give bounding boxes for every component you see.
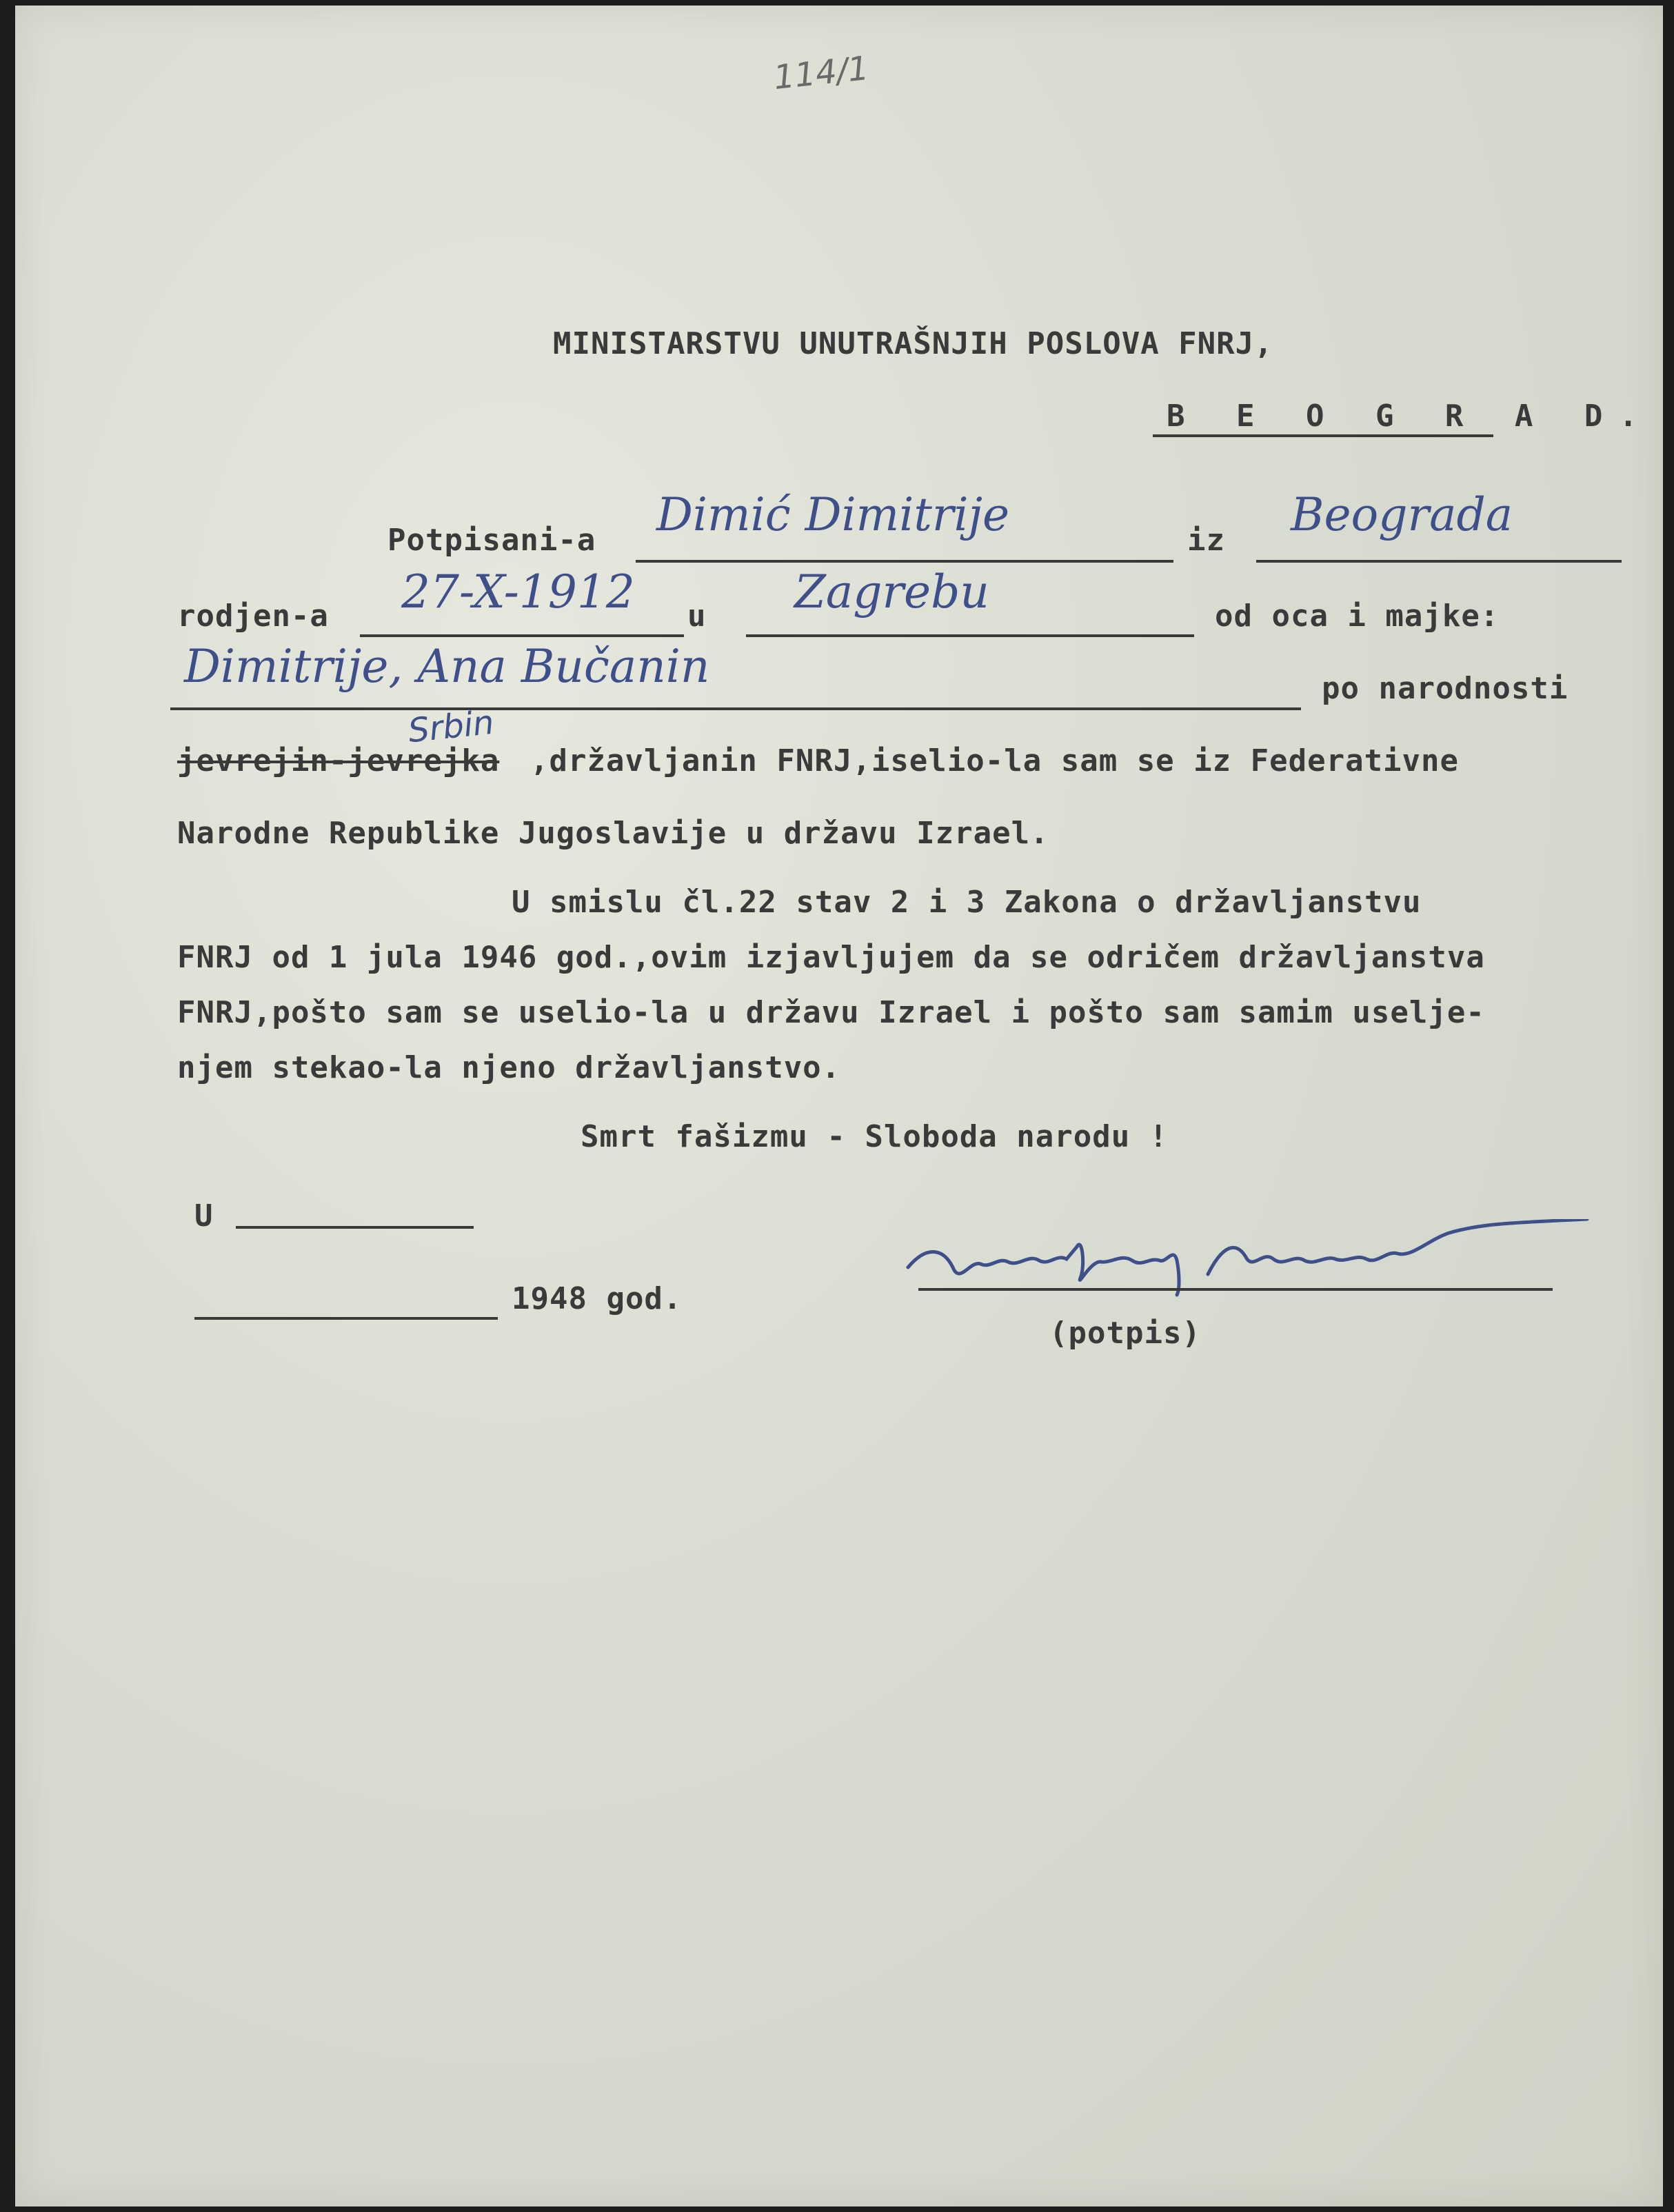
signature-line [918, 1288, 1553, 1291]
line4-rest: ,državljanin FNRJ,iselio-la sam se iz Federativne [530, 743, 1460, 778]
label-from: iz [1187, 523, 1225, 558]
para2-line1: U smislu čl.22 stav 2 i 3 Zakona o državljanstvu [512, 885, 1422, 920]
para2-line3: FNRJ,pošto sam se uselio-la u državu Izrael i pošto sam samim uselje- [177, 995, 1485, 1030]
label-nationality: po narodnosti [1322, 671, 1569, 706]
addressee: MINISTARSTVU UNUTRAŠNJIH POSLOVA FNRJ, [553, 326, 1273, 361]
year-label: 1948 god. [512, 1281, 683, 1316]
para2-line2: FNRJ od 1 jula 1946 god.,ovim izjavljujem da se odričem državljanstva [177, 940, 1485, 975]
parents-field: Dimitrije, Ana Bučanin [184, 640, 710, 693]
city-heading: B E O G R A D. [1167, 399, 1654, 434]
place-line [236, 1226, 474, 1229]
nationality-struck: jevrejin-jevrejka [177, 743, 500, 778]
birth-place-line [746, 634, 1194, 637]
line5: Narodne Republike Jugoslavije u državu Izrael. [177, 816, 1049, 851]
slogan: Smrt fašizmu - Sloboda narodu ! [581, 1119, 1169, 1154]
nationality-handwritten: Srbin [406, 703, 496, 751]
birth-date-line [360, 634, 684, 637]
archive-number: 114/1 [772, 48, 871, 98]
signature-label: (potpis) [1049, 1316, 1201, 1351]
label-parents: od oca i majke: [1215, 599, 1500, 634]
name-line [636, 560, 1173, 563]
label-born: rodjen-a [177, 599, 329, 634]
label-in: u [687, 599, 707, 634]
label-signed: Potpisani-a [387, 523, 596, 558]
signature [905, 1219, 1663, 1316]
date-line [194, 1317, 498, 1320]
birth-place-field: Zagrebu [794, 565, 989, 619]
document-page [15, 6, 1663, 2206]
parents-line [170, 707, 1301, 710]
place-label: U [194, 1198, 214, 1234]
birth-date-field: 27-X-1912 [401, 565, 635, 619]
city-underline [1153, 434, 1493, 437]
para2-line4: njem stekao-la njeno državljanstvo. [177, 1050, 841, 1085]
from-city-field: Beograda [1291, 488, 1513, 541]
from-city-line [1256, 560, 1622, 563]
name-field: Dimić Dimitrije [656, 488, 1010, 541]
